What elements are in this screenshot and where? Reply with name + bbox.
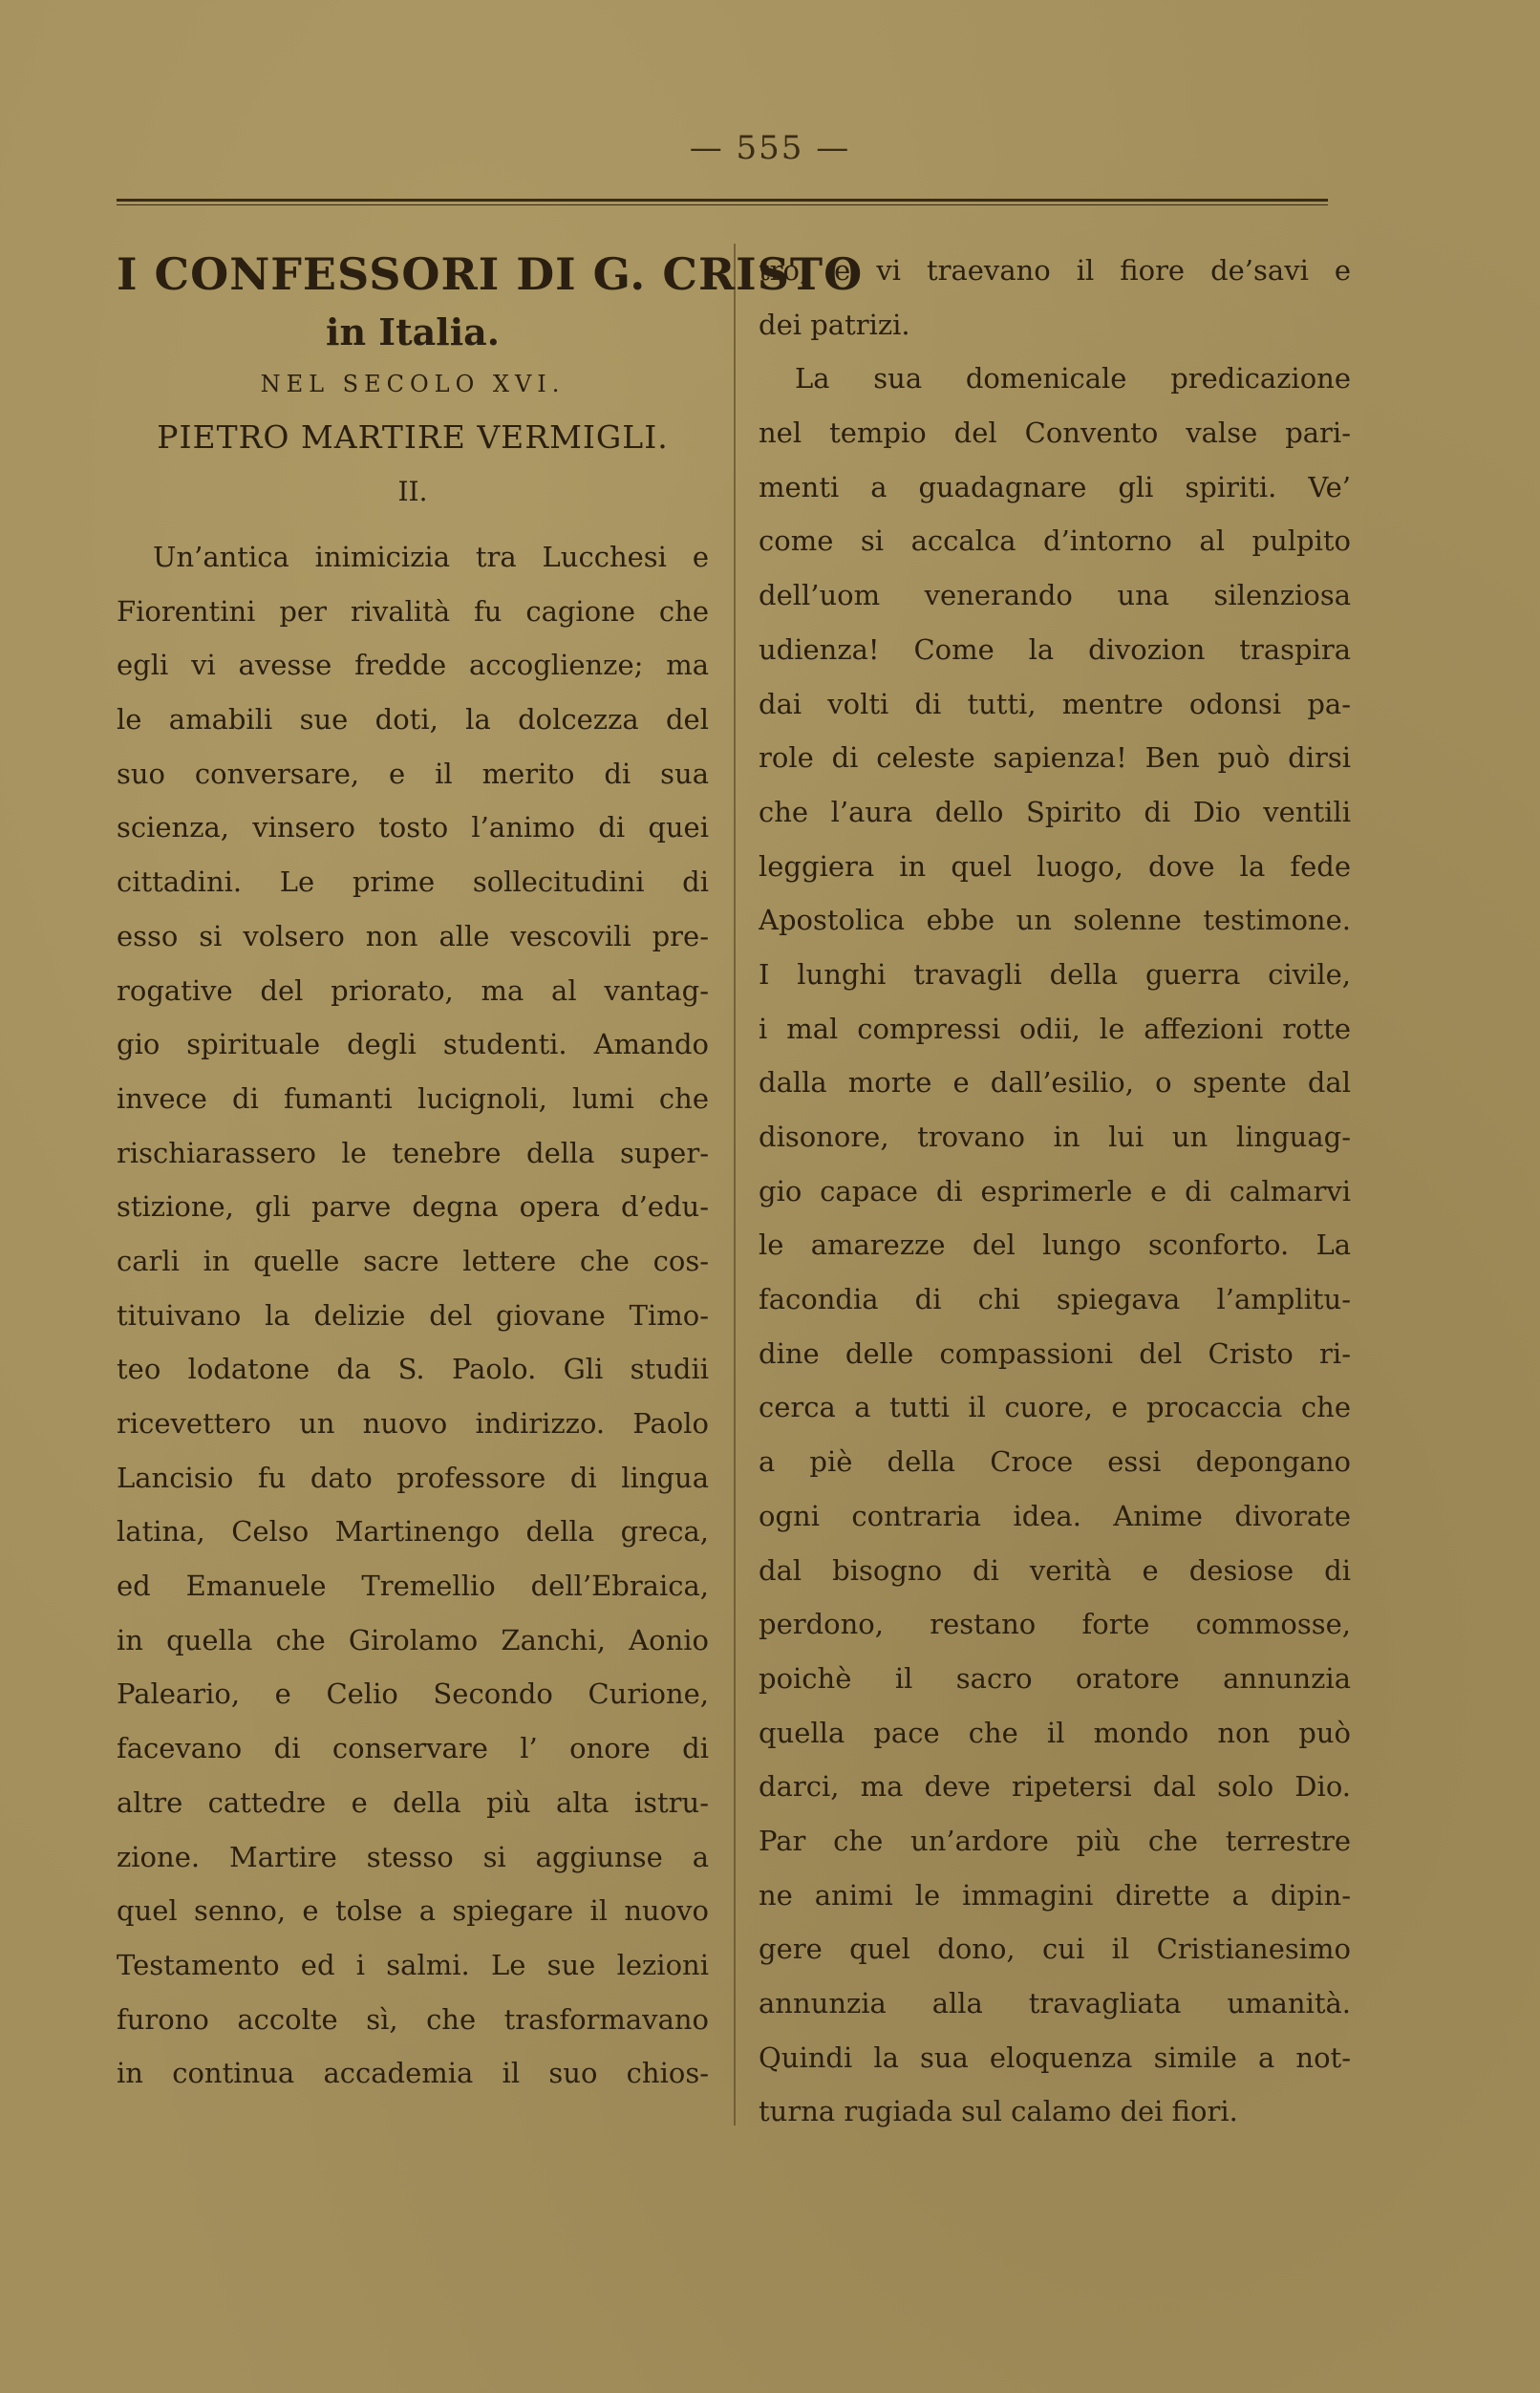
text-line: dalla morte e dall’esilio, o spente dal xyxy=(759,1066,1351,1100)
text-line: La sua domenicale predicazione xyxy=(795,362,1351,395)
text-line: gio capace di esprimerle e di calmarvi xyxy=(759,1174,1351,1207)
text-line: altre cattedre e della più alta istru- xyxy=(117,1785,709,1819)
text-line: role di celeste sapienza! Ben può dirsi xyxy=(759,741,1351,775)
text-line: stizione, gli parve degna opera d’edu- xyxy=(117,1190,709,1224)
column-divider xyxy=(734,244,736,2126)
text-line: Quindi la sua eloquenza simile a not- xyxy=(759,2040,1351,2074)
text-line: suo conversare, e il merito di sua xyxy=(117,757,709,790)
header-rule xyxy=(117,199,1328,205)
text-line: dai volti di tutti, mentre odonsi pa- xyxy=(759,687,1351,720)
text-line: latina, Celso Martinengo della greca, xyxy=(117,1515,709,1549)
text-line: che l’aura dello Spirito di Dio ventili xyxy=(759,795,1351,828)
text-line: nel tempio del Convento valse pari- xyxy=(759,417,1351,450)
text-line: cerca a tutti il cuore, e procaccia che xyxy=(759,1391,1351,1424)
text-line: gio spirituale degli studenti. Amando xyxy=(117,1028,709,1061)
text-line: dei patrizi. xyxy=(759,308,910,341)
text-line: Lancisio fu dato professore di lingua xyxy=(117,1461,709,1494)
text-line: menti a guadagnare gli spiriti. Ve’ xyxy=(759,470,1351,503)
text-line: ricevettero un nuovo indirizzo. Paolo xyxy=(117,1407,709,1440)
text-line: cittadini. Le prime sollecitudini di xyxy=(117,865,709,899)
text-line: rogative del priorato, ma al vantag- xyxy=(117,973,709,1007)
text-line: teo lodatone da S. Paolo. Gli studii xyxy=(117,1353,709,1386)
text-line: poichè il sacro oratore annunzia xyxy=(759,1661,1351,1695)
text-line: dine delle compassioni del Cristo ri- xyxy=(759,1336,1351,1370)
text-line: ne animi le immagini dirette a dipin- xyxy=(759,1878,1351,1912)
text-line: facevano di conservare l’ onore di xyxy=(117,1732,709,1765)
text-line: in continua accademia il suo chios- xyxy=(117,2057,709,2090)
text-line: Par che un’ardore più che terrestre xyxy=(759,1824,1351,1857)
section-number: II. xyxy=(397,476,428,507)
text-line: Testamento ed i salmi. Le sue lezioni xyxy=(117,1948,709,1981)
century-label: NEL SECOLO XVI. xyxy=(260,371,566,397)
text-line: furono accolte sì, che trasformavano xyxy=(117,2002,709,2036)
article-title: I CONFESSORI DI G. CRISTO xyxy=(117,248,864,300)
text-line: disonore, trovano in lui un linguag- xyxy=(759,1121,1351,1153)
text-line: turna rugiada sul calamo dei fiori. xyxy=(759,2095,1238,2128)
text-line: ogni contraria idea. Anime divorate xyxy=(759,1499,1351,1532)
text-line: come si accalca d’intorno al pulpito xyxy=(759,524,1351,558)
text-line: quel senno, e tolse a spiegare il nuovo xyxy=(117,1894,709,1928)
text-line: Apostolica ebbe un solenne testimone. xyxy=(759,904,1351,937)
text-line: quella pace che il mondo non può xyxy=(759,1716,1351,1749)
text-line: le amarezze del lungo sconforto. La xyxy=(759,1229,1351,1262)
text-line: Paleario, e Celio Secondo Curione, xyxy=(117,1677,709,1711)
text-line: esso si volsero non alle vescovili pre- xyxy=(117,919,709,952)
text-line: in quella che Girolamo Zanchi, Aonio xyxy=(117,1623,709,1656)
text-line: scienza, vinsero tosto l’animo di quei xyxy=(117,811,709,844)
text-line: le amabili sue doti, la dolcezza del xyxy=(117,703,709,737)
text-line: I lunghi travagli della guerra civile, xyxy=(759,957,1351,991)
article-subtitle: in Italia. xyxy=(326,310,500,353)
text-line: darci, ma deve ripetersi dal solo Dio. xyxy=(759,1770,1351,1804)
text-line: facondia di chi spiegava l’amplitu- xyxy=(759,1283,1351,1316)
text-line: perdono, restano forte commosse, xyxy=(759,1608,1351,1641)
text-line: tro, e vi traevano il fiore de’savi e xyxy=(759,254,1351,287)
text-line: annunzia alla travagliata umanità. xyxy=(759,1987,1351,2019)
page-number: — 555 — xyxy=(689,129,851,167)
text-line: rischiarassero le tenebre della super- xyxy=(117,1136,709,1169)
text-line: egli vi avesse fredde accoglienze; ma xyxy=(117,649,709,682)
text-line: dell’uom venerando una silenziosa xyxy=(759,579,1351,612)
text-line: gere quel dono, cui il Cristianesimo xyxy=(759,1933,1351,1966)
text-line: dal bisogno di verità e desiose di xyxy=(759,1553,1351,1587)
left-body-text xyxy=(117,530,709,2101)
text-line: i mal compressi odii, le affezioni rotte xyxy=(759,1012,1351,1045)
text-line: zione. Martire stesso si aggiunse a xyxy=(117,1840,709,1873)
text-line: Fiorentini per rivalità fu cagione che xyxy=(117,594,709,628)
text-line: tituivano la delizie del giovane Timo- xyxy=(117,1298,709,1332)
text-line: carli in quelle sacre lettere che cos- xyxy=(117,1244,709,1277)
text-line: ed Emanuele Tremellio dell’Ebraica, xyxy=(117,1570,709,1603)
text-line: invece di fumanti lucignoli, lumi che xyxy=(117,1081,709,1115)
text-line: Un’antica inimicizia tra Lucchesi e xyxy=(153,541,709,573)
person-heading: PIETRO MARTIRE VERMIGLI. xyxy=(157,418,669,456)
text-line: udienza! Come la divozion traspira xyxy=(759,632,1351,666)
text-line: a piè della Croce essi depongano xyxy=(759,1445,1351,1479)
right-column xyxy=(759,244,1351,2139)
text-line: leggiera in quel luogo, dove la fede xyxy=(759,849,1351,883)
